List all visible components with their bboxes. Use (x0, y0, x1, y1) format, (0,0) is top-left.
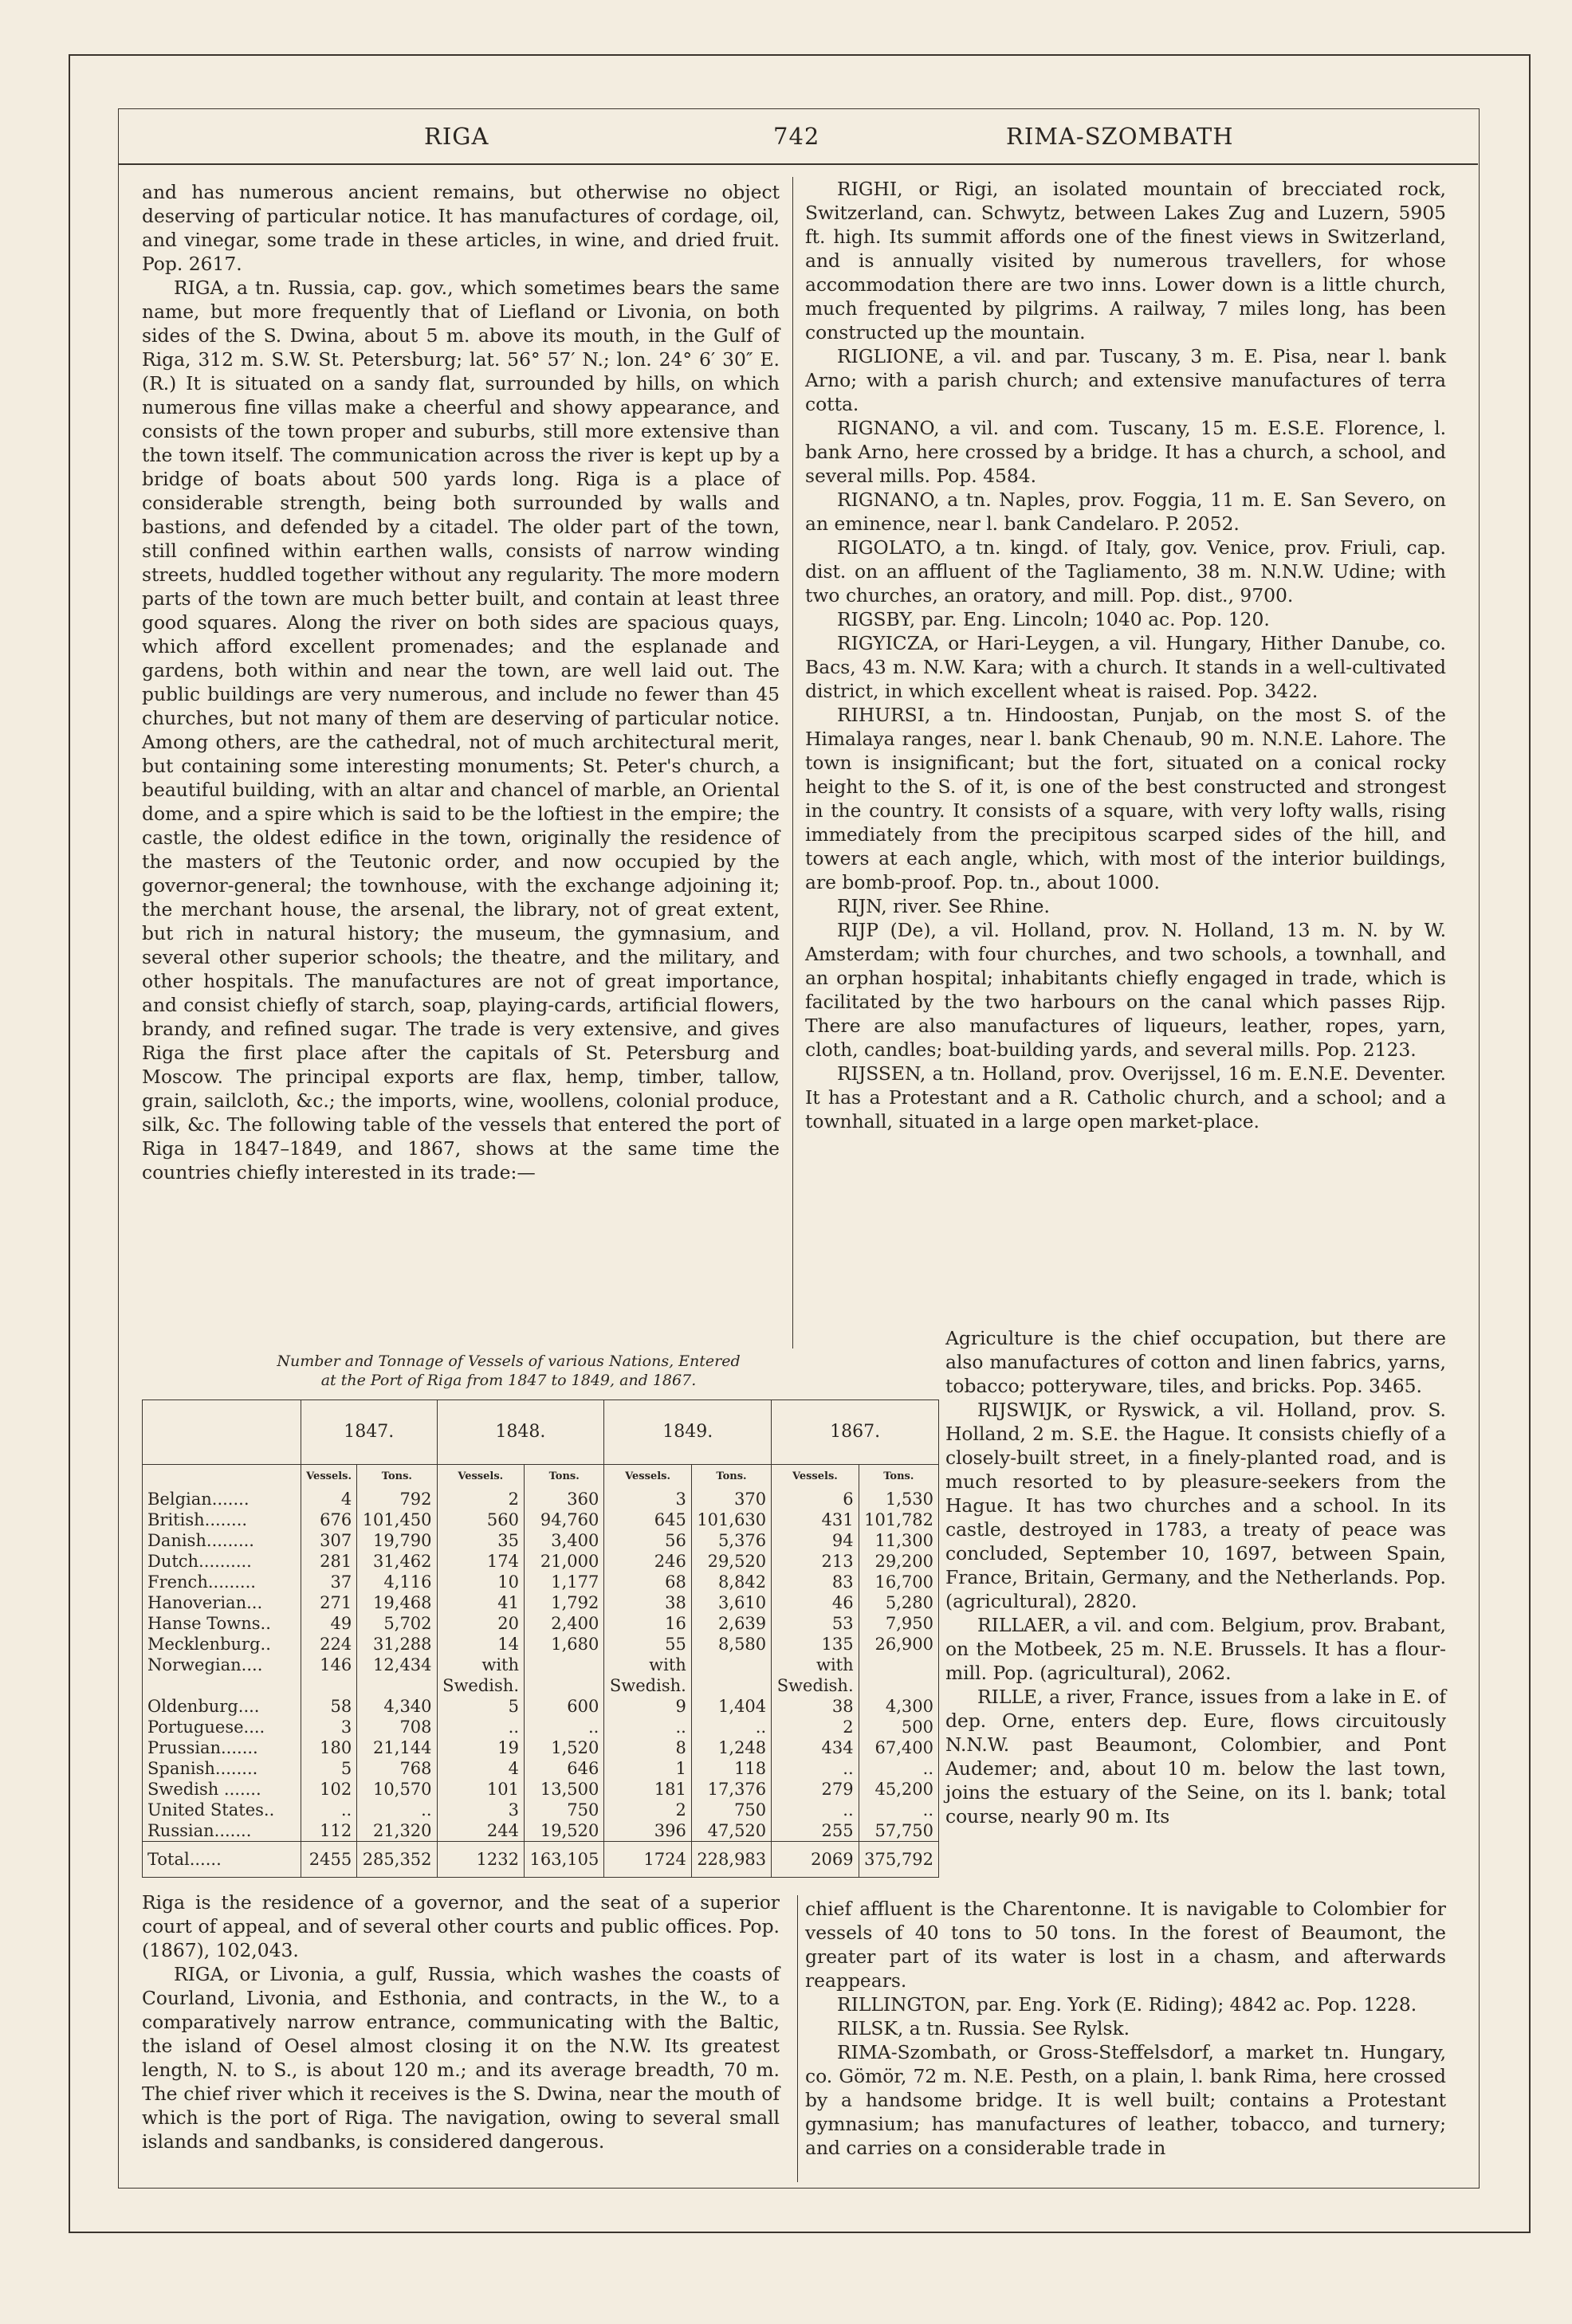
tons-cell: 8,842 (691, 1572, 771, 1592)
nation-cell: Hanoverian... (147, 1593, 263, 1612)
table-row (143, 1509, 939, 1530)
vessels-cell: 4 (301, 1489, 356, 1509)
table-row (143, 1489, 939, 1509)
entry-rigsby: RIGSBY, par. Eng. Lincoln; 1040 ac. Pop. 120. (837, 608, 1270, 630)
vessels-cell: 224 (301, 1634, 356, 1655)
tons-cell: 29,200 (859, 1551, 938, 1572)
running-head-right: RIMA-SZOMBATH (1006, 123, 1234, 150)
table-caption (142, 1352, 875, 1390)
vessels-cell: 1724 (604, 1842, 691, 1878)
vessels-cell: 6 (772, 1489, 859, 1509)
vessels-cell: 102 (301, 1779, 356, 1800)
entry-rignano-2: RIGNANO, a tn. Naples, prov. Foggia, 11 m. E. San Severo, on an eminence, near l. bank Candelaro. P. 2052. (805, 489, 1446, 535)
vessels-cell: 19 (437, 1737, 524, 1758)
table-row (143, 1592, 939, 1613)
vessels-cell: 2455 (301, 1842, 356, 1878)
table-row (143, 1613, 939, 1634)
tons-cell: 2,639 (691, 1613, 771, 1634)
nation-cell: Swedish ....... (147, 1780, 261, 1799)
tons-cell: 500 (859, 1717, 938, 1737)
entry-righi: RIGHI, or Rigi, an isolated mountain of brecciated rock, Switzerland, can. Schwytz, between Lakes Zug and Luzern, 5905 ft. high. Its summit affords one of the finest views in Switzerland, and is annually visited by numerous travellers, for whose accommodation there are two inns. Lower down is a little church, much frequented by pilgrims. A railway, 7 miles long, has been constructed up the mountain. (805, 178, 1446, 343)
left-column-bottom (142, 1890, 780, 2153)
vessels-cell: 10 (437, 1572, 524, 1592)
tons-cell: 1,530 (859, 1489, 938, 1509)
left-column-top (142, 180, 780, 1184)
tons-cell: 11,300 (859, 1530, 938, 1551)
tons-cell: 3,610 (691, 1592, 771, 1613)
entry-rihursi: RIHURSI, a tn. Hindoostan, Punjab, on the most S. of the Himalaya ranges, near l. bank Chenaub, 90 m. N.N.E. Lahore. The town is insignificant; but the fort, situated on a conical rocky height to the S. of it, is one of the best constructed and strongest in the country. It consists of a square, with very lofty walls, rising immediately from the precipitous scarped sides of the hill, and towers at each angle, which, with most of the interior buildings, are bomb-proof. Pop. tn., about 1000. (805, 704, 1446, 893)
entry-rima-szombath: RIMA-Szombath, or Gross-Steffelsdorf, a market tn. Hungary, co. Gömör, 72 m. N.E. Pesth, on a plain, l. bank Rima, here crossed by a handsome bridge. It is well built; contains a Protestant gymnasium; has manufactures of leather, tobacco, and turnery; and carries on a considerable trade in (805, 2041, 1446, 2159)
table-row (143, 1572, 939, 1592)
entry-rijp: RIJP (De), a vil. Holland, prov. N. Holland, 13 m. N. by W. Amsterdam; with four churches, and two schools, a townhall, and an orphan hospital; inhabitants chiefly engaged in trade, which is facilitated by the two harbours on the canal which passes Rijp. There are also manufactures of liqueurs, leather, ropes, yarn, cloth, candles; boat-building yards, and several mills. Pop. 2123. (805, 919, 1446, 1061)
tons-cell (691, 1655, 771, 1696)
tons-cell: 1,404 (691, 1696, 771, 1717)
tons-cell: 646 (525, 1758, 604, 1779)
table-row (143, 1530, 939, 1551)
vessels-header: Vessels. (604, 1465, 691, 1490)
vessels-cell: 5 (301, 1758, 356, 1779)
vessels-cell: 135 (772, 1634, 859, 1655)
nation-cell: Spanish........ (147, 1759, 258, 1778)
vessels-cell: 1232 (437, 1842, 524, 1878)
vessels-cell: 58 (301, 1696, 356, 1717)
tons-cell: 21,320 (357, 1820, 437, 1842)
vessels-header: Vessels. (772, 1465, 859, 1490)
table-row (143, 1779, 939, 1800)
vessels-cell: 56 (604, 1530, 691, 1551)
vessels-cell: 244 (437, 1820, 524, 1842)
tons-cell: 228,983 (691, 1842, 771, 1878)
entry-rignano-1: RIGNANO, a vil. and com. Tuscany, 15 m. E.S.E. Florence, l. bank Arno, here crossed by a bridge. It has a church, a school, and several mills. Pop. 4584. (805, 417, 1446, 487)
entry-rigyicza: RIGYICZA, or Hari-Leygen, a vil. Hungary, Hither Danube, co. Bacs, 43 m. N.W. Kara; with a church. It stands in a well-cultivated district, in which excellent wheat is raised. Pop. 3422. (805, 632, 1446, 702)
vessels-cell: .. (437, 1717, 524, 1737)
vessels-cell: 146 (301, 1655, 356, 1696)
tons-cell: 8,580 (691, 1634, 771, 1655)
vessels-cell: 181 (604, 1779, 691, 1800)
vessels-cell: 68 (604, 1572, 691, 1592)
year-header: 1849. (604, 1400, 772, 1465)
vessels-cell: 38 (772, 1696, 859, 1717)
tons-cell: 285,352 (357, 1842, 437, 1878)
entry-rille: RILLE, a river, France, issues from a lake in E. of dep. Orne, enters dep. Eure, flows circuitously N.N.W. past Beaumont, Colombier, and Pont Audemer; and, about 10 m. below the last town, joins the estuary of the Seine, on its l. bank; total course, nearly 90 m. Its (945, 1686, 1446, 1827)
tons-cell: 375,792 (859, 1842, 938, 1878)
tons-cell: 57,750 (859, 1820, 938, 1842)
tons-cell: 21,000 (525, 1551, 604, 1572)
vessels-cell: 645 (604, 1509, 691, 1530)
vessels-cell: 94 (772, 1530, 859, 1551)
table-row (143, 1800, 939, 1820)
tons-cell: 29,520 (691, 1551, 771, 1572)
tons-cell: 4,340 (357, 1696, 437, 1717)
vessels-cell: 8 (604, 1737, 691, 1758)
tons-cell: 768 (357, 1758, 437, 1779)
nation-cell: French......... (147, 1572, 256, 1592)
column-divider (797, 1895, 798, 2182)
paragraph: Agriculture is the chief occupation, but there are also manufactures of cotton and linen fabrics, yarns, tobacco; potteryware, tiles, and bricks. Pop. 3465. (945, 1327, 1446, 1397)
vessels-cell: 3 (301, 1717, 356, 1737)
vessels-cell: 4 (437, 1758, 524, 1779)
vessels-cell: 9 (604, 1696, 691, 1717)
vessels-cell: with Swedish. (604, 1655, 691, 1696)
vessels-cell: with Swedish. (772, 1655, 859, 1696)
tons-cell: 31,288 (357, 1634, 437, 1655)
tons-header: Tons. (859, 1465, 938, 1490)
entry-riga-gulf: RIGA, or Livonia, a gulf, Russia, which washes the coasts of Courland, Livonia, and Esthonia, and contracts, in the W., to a comparatively narrow entrance, communicating with the Baltic, the island of Oesel almost closing it on the N.W. Its greatest length, N. to S., is about 120 m.; and its average breadth, 70 m. The chief river which it receives is the S. Dwina, near the mouth of which is the port of Riga. The navigation, owing to several small islands and sandbanks, is considered dangerous. (142, 1963, 780, 2153)
tons-cell: 5,280 (859, 1592, 938, 1613)
nation-cell: Oldenburg.... (147, 1697, 260, 1716)
vessels-cell: with Swedish. (437, 1655, 524, 1696)
vessels-cell: 41 (437, 1592, 524, 1613)
entry-rijssen: RIJSSEN, a tn. Holland, prov. Overijssel, 16 m. E.N.E. Deventer. It has a Protestant and a R. Catholic church, and a school; and a townhall, situated in a large open market-place. (805, 1062, 1446, 1133)
tons-cell: 4,300 (859, 1696, 938, 1717)
tons-cell: 163,105 (525, 1842, 604, 1878)
nation-cell: Norwegian.... (147, 1655, 263, 1674)
tons-cell: .. (357, 1800, 437, 1820)
tons-cell: 7,950 (859, 1613, 938, 1634)
vessels-cell: 2 (437, 1489, 524, 1509)
tons-cell: 19,520 (525, 1820, 604, 1842)
nation-cell: Dutch.......... (147, 1552, 252, 1571)
tons-cell: 708 (357, 1717, 437, 1737)
vessels-cell: 396 (604, 1820, 691, 1842)
paragraph: Riga is the residence of a governor, and the seat of a superior court of appeal, and of several other courts and public offices. Pop. (1867), 102,043. (142, 1891, 780, 1961)
vessels-cell: 3 (604, 1489, 691, 1509)
tons-cell (525, 1655, 604, 1696)
vessels-cell: 271 (301, 1592, 356, 1613)
tons-cell: .. (859, 1758, 938, 1779)
entry-rijswijk: RIJSWIJK, or Ryswick, a vil. Holland, prov. S. Holland, 2 m. S.E. the Hague. It consists chiefly of a closely-built street, in a finely-planted road, and is much resorted to by pleasure-seekers from the Hague. It has two churches and a school. In its castle, destroyed in 1783, a treaty of peace was concluded, September 10, 1697, between Spain, France, Britain, Germany, and the Netherlands. Pop. (agricultural), 2820. (945, 1399, 1446, 1612)
table-total-row (143, 1842, 939, 1878)
tons-cell (859, 1655, 938, 1696)
table-row (143, 1655, 939, 1696)
tons-cell: 360 (525, 1489, 604, 1509)
blank-header (143, 1465, 301, 1490)
vessels-cell: .. (772, 1800, 859, 1820)
vessels-cell: 279 (772, 1779, 859, 1800)
tons-cell: 750 (691, 1800, 771, 1820)
tons-cell: 1,792 (525, 1592, 604, 1613)
tons-header: Tons. (691, 1465, 771, 1490)
tons-cell: 3,400 (525, 1530, 604, 1551)
tons-cell: 4,116 (357, 1572, 437, 1592)
vessels-cell: 101 (437, 1779, 524, 1800)
entry-rilsk: RILSK, a tn. Russia. See Rylsk. (837, 2017, 1130, 2039)
column-divider (792, 177, 793, 1348)
vessels-cell: 112 (301, 1820, 356, 1842)
vessels-cell: 1 (604, 1758, 691, 1779)
vessels-cell: .. (604, 1717, 691, 1737)
tons-cell: 12,434 (357, 1655, 437, 1696)
nation-cell: Prussian....... (147, 1738, 258, 1757)
table-caption-line: Number and Tonnage of Vessels of various Nations, Entered (277, 1352, 741, 1370)
year-header: 1847. (301, 1400, 437, 1465)
tons-cell: 101,630 (691, 1509, 771, 1530)
vessels-cell: 20 (437, 1613, 524, 1634)
vessels-cell: 46 (772, 1592, 859, 1613)
tons-cell: 47,520 (691, 1820, 771, 1842)
tons-cell: 5,702 (357, 1613, 437, 1634)
running-head-left: RIGA (424, 123, 489, 150)
vessels-cell: 281 (301, 1551, 356, 1572)
table-row (143, 1737, 939, 1758)
table-row (143, 1717, 939, 1737)
tons-cell: 16,700 (859, 1572, 938, 1592)
tons-cell: 19,790 (357, 1530, 437, 1551)
year-header: 1848. (437, 1400, 604, 1465)
table-row (143, 1758, 939, 1779)
tons-cell: 101,782 (859, 1509, 938, 1530)
vessels-cell: 53 (772, 1613, 859, 1634)
tons-cell: 26,900 (859, 1634, 938, 1655)
tons-cell: 31,462 (357, 1551, 437, 1572)
table-row (143, 1634, 939, 1655)
vessels-cell: 16 (604, 1613, 691, 1634)
paragraph: and has numerous ancient remains, but otherwise no object deserving of particular notice. It has manufactures of cordage, oil, and vinegar, some trade in these articles, in wine, and dried fruit. Pop. 2617. (142, 181, 780, 275)
nation-cell: Russian....... (147, 1821, 252, 1840)
tons-cell: 370 (691, 1489, 771, 1509)
vessels-cell: 2069 (772, 1842, 859, 1878)
nation-cell: British........ (147, 1510, 248, 1529)
nation-cell: Portuguese.... (147, 1717, 265, 1737)
vessels-table (142, 1400, 939, 1878)
table-row (143, 1551, 939, 1572)
tons-cell: 1,520 (525, 1737, 604, 1758)
nation-cell: United States.. (147, 1800, 275, 1820)
table-caption-line: at the Port of Riga from 1847 to 1849, and 1867. (320, 1372, 697, 1389)
tons-cell: 1,248 (691, 1737, 771, 1758)
vessels-cell: 3 (437, 1800, 524, 1820)
vessels-cell: 307 (301, 1530, 356, 1551)
vessels-cell: .. (301, 1800, 356, 1820)
vessels-cell: 2 (604, 1800, 691, 1820)
tons-cell: 2,400 (525, 1613, 604, 1634)
vessels-cell: 676 (301, 1509, 356, 1530)
vessels-cell: 38 (604, 1592, 691, 1613)
tons-cell: .. (525, 1717, 604, 1737)
vessels-cell: 560 (437, 1509, 524, 1530)
vessels-cell: 246 (604, 1551, 691, 1572)
vessels-header: Vessels. (437, 1465, 524, 1490)
tons-cell: 600 (525, 1696, 604, 1717)
right-column-bottom (805, 1897, 1446, 2160)
vessels-cell: 55 (604, 1634, 691, 1655)
vessels-cell: 35 (437, 1530, 524, 1551)
vessels-cell: 213 (772, 1551, 859, 1572)
tons-cell: 1,680 (525, 1634, 604, 1655)
vessels-cell: 14 (437, 1634, 524, 1655)
right-column-narrow (945, 1326, 1446, 1828)
tons-cell: 101,450 (357, 1509, 437, 1530)
vessels-cell: 5 (437, 1696, 524, 1717)
tons-cell: .. (859, 1800, 938, 1820)
tons-header: Tons. (525, 1465, 604, 1490)
tons-cell: 67,400 (859, 1737, 938, 1758)
vessels-cell: 49 (301, 1613, 356, 1634)
tons-header: Tons. (357, 1465, 437, 1490)
vessels-cell: 434 (772, 1737, 859, 1758)
nation-cell: Hanse Towns.. (147, 1614, 271, 1633)
tons-cell: 17,376 (691, 1779, 771, 1800)
tons-cell: 19,468 (357, 1592, 437, 1613)
page-number: 742 (773, 123, 820, 150)
tons-cell: 750 (525, 1800, 604, 1820)
vessels-header: Vessels. (301, 1465, 356, 1490)
entry-rijn: RIJN, river. See Rhine. (837, 895, 1050, 917)
tons-cell: 13,500 (525, 1779, 604, 1800)
table-row (143, 1820, 939, 1842)
tons-cell: .. (691, 1717, 771, 1737)
table-corner (143, 1400, 301, 1465)
entry-rillington: RILLINGTON, par. Eng. York (E. Riding); 4842 ac. Pop. 1228. (837, 1993, 1417, 2016)
tons-cell: 118 (691, 1758, 771, 1779)
tons-cell: 792 (357, 1489, 437, 1509)
vessels-cell: 174 (437, 1551, 524, 1572)
vessels-cell: .. (772, 1758, 859, 1779)
tons-cell: 45,200 (859, 1779, 938, 1800)
vessels-cell: 37 (301, 1572, 356, 1592)
right-column-top (805, 177, 1446, 1133)
nation-cell: Total...... (143, 1842, 301, 1878)
tons-cell: 10,570 (357, 1779, 437, 1800)
vessels-cell: 431 (772, 1509, 859, 1530)
nation-cell: Belgian....... (147, 1490, 250, 1509)
tons-cell: 5,376 (691, 1530, 771, 1551)
nation-cell: Mecklenburg.. (147, 1635, 271, 1654)
entry-rigolato: RIGOLATO, a tn. kingd. of Italy, gov. Venice, prov. Friuli, cap. dist. on an affluent of the Tagliamento, 38 m. N.N.W. Udine; with two churches, an oratory, and mill. Pop. dist., 9700. (805, 536, 1446, 607)
tons-cell: 1,177 (525, 1572, 604, 1592)
paragraph: chief affluent is the Charentonne. It is navigable to Colombier for vessels of 40 tons to 50 tons. In the forest of Beaumont, the greater part of its water is lost in a chasm, and afterwards reappears. (805, 1898, 1446, 1992)
vessels-cell: 180 (301, 1737, 356, 1758)
year-header: 1867. (772, 1400, 939, 1465)
vessels-cell: 83 (772, 1572, 859, 1592)
entry-riga: RIGA, a tn. Russia, cap. gov., which sometimes bears the same name, but more frequently that of Liefland or Livonia, on both sides of the S. Dwina, about 5 m. above its mouth, in the Gulf of Riga, 312 m. S.W. St. Petersburg; lat. 56° 57′ N.; lon. 24° 6′ 30″ E. (R.) It is situated on a sandy flat, surrounded by hills, on which numerous fine villas make a cheerful and showy appearance, and consists of the town proper and suburbs, still more extensive than the town itself. The communication across the river is kept up by a bridge of boats about 500 yards long. Riga is a place of considerable strength, being both surrounded by walls and bastions, and defended by a citadel. The older part of the town, still confined within earthen walls, consists of narrow winding streets, huddled together without any regularity. The more modern parts of the town are much better built, and contain at least three good squares. Along the river on both sides are spacious quays, which afford excellent promenades; and the esplanade and gardens, both within and near the town, are well laid out. The public buildings are very numerous, and include no fewer than 45 churches, but not many of them are deserving of particular notice. Among others, are the cathedral, not of much architectural merit, but containing some interesting monuments; St. Peter's church, a beautiful building, with an altar and chancel of marble, an Oriental dome, and a spire which is said to be the loftiest in the empire; the castle, the oldest edifice in the town, originally the residence of the masters of the Teutonic order, and now occupied by the governor-general; the townhouse, with the exchange adjoining it; the merchant house, the arsenal, the library, not of great extent, but rich in natural history; the museum, the gymnasium, and several other superior schools; the theatre, and the military, and other hospitals. The manufactures are not of great importance, and consist chiefly of starch, soap, playing-cards, artificial flowers, brandy, and refined sugar. The trade is very extensive, and gives Riga the first place after the capitals of St. Petersburg and Moscow. The principal exports are flax, hemp, timber, tallow, grain, sailcloth, &c.; the imports, wine, woollens, colonial produce, silk, &c. The following table of the vessels that entered the port of Riga in 1847–1849, and 1867, shows at the same time the countries chiefly interested in its trade:— (142, 277, 780, 1184)
tons-cell: 94,760 (525, 1509, 604, 1530)
tons-cell: 21,144 (357, 1737, 437, 1758)
vessels-cell: 255 (772, 1820, 859, 1842)
entry-rillaer: RILLAER, a vil. and com. Belgium, prov. Brabant, on the Motbeek, 25 m. N.E. Brussels. It has a flour-mill. Pop. (agricultural), 2062. (945, 1614, 1446, 1684)
header-rule (118, 163, 1478, 165)
nation-cell: Danish......... (147, 1531, 254, 1550)
vessels-cell: 2 (772, 1717, 859, 1737)
entry-riglione: RIGLIONE, a vil. and par. Tuscany, 3 m. E. Pisa, near l. bank Arno; with a parish church; and extensive manufactures of terra cotta. (805, 345, 1446, 415)
table-row (143, 1696, 939, 1717)
